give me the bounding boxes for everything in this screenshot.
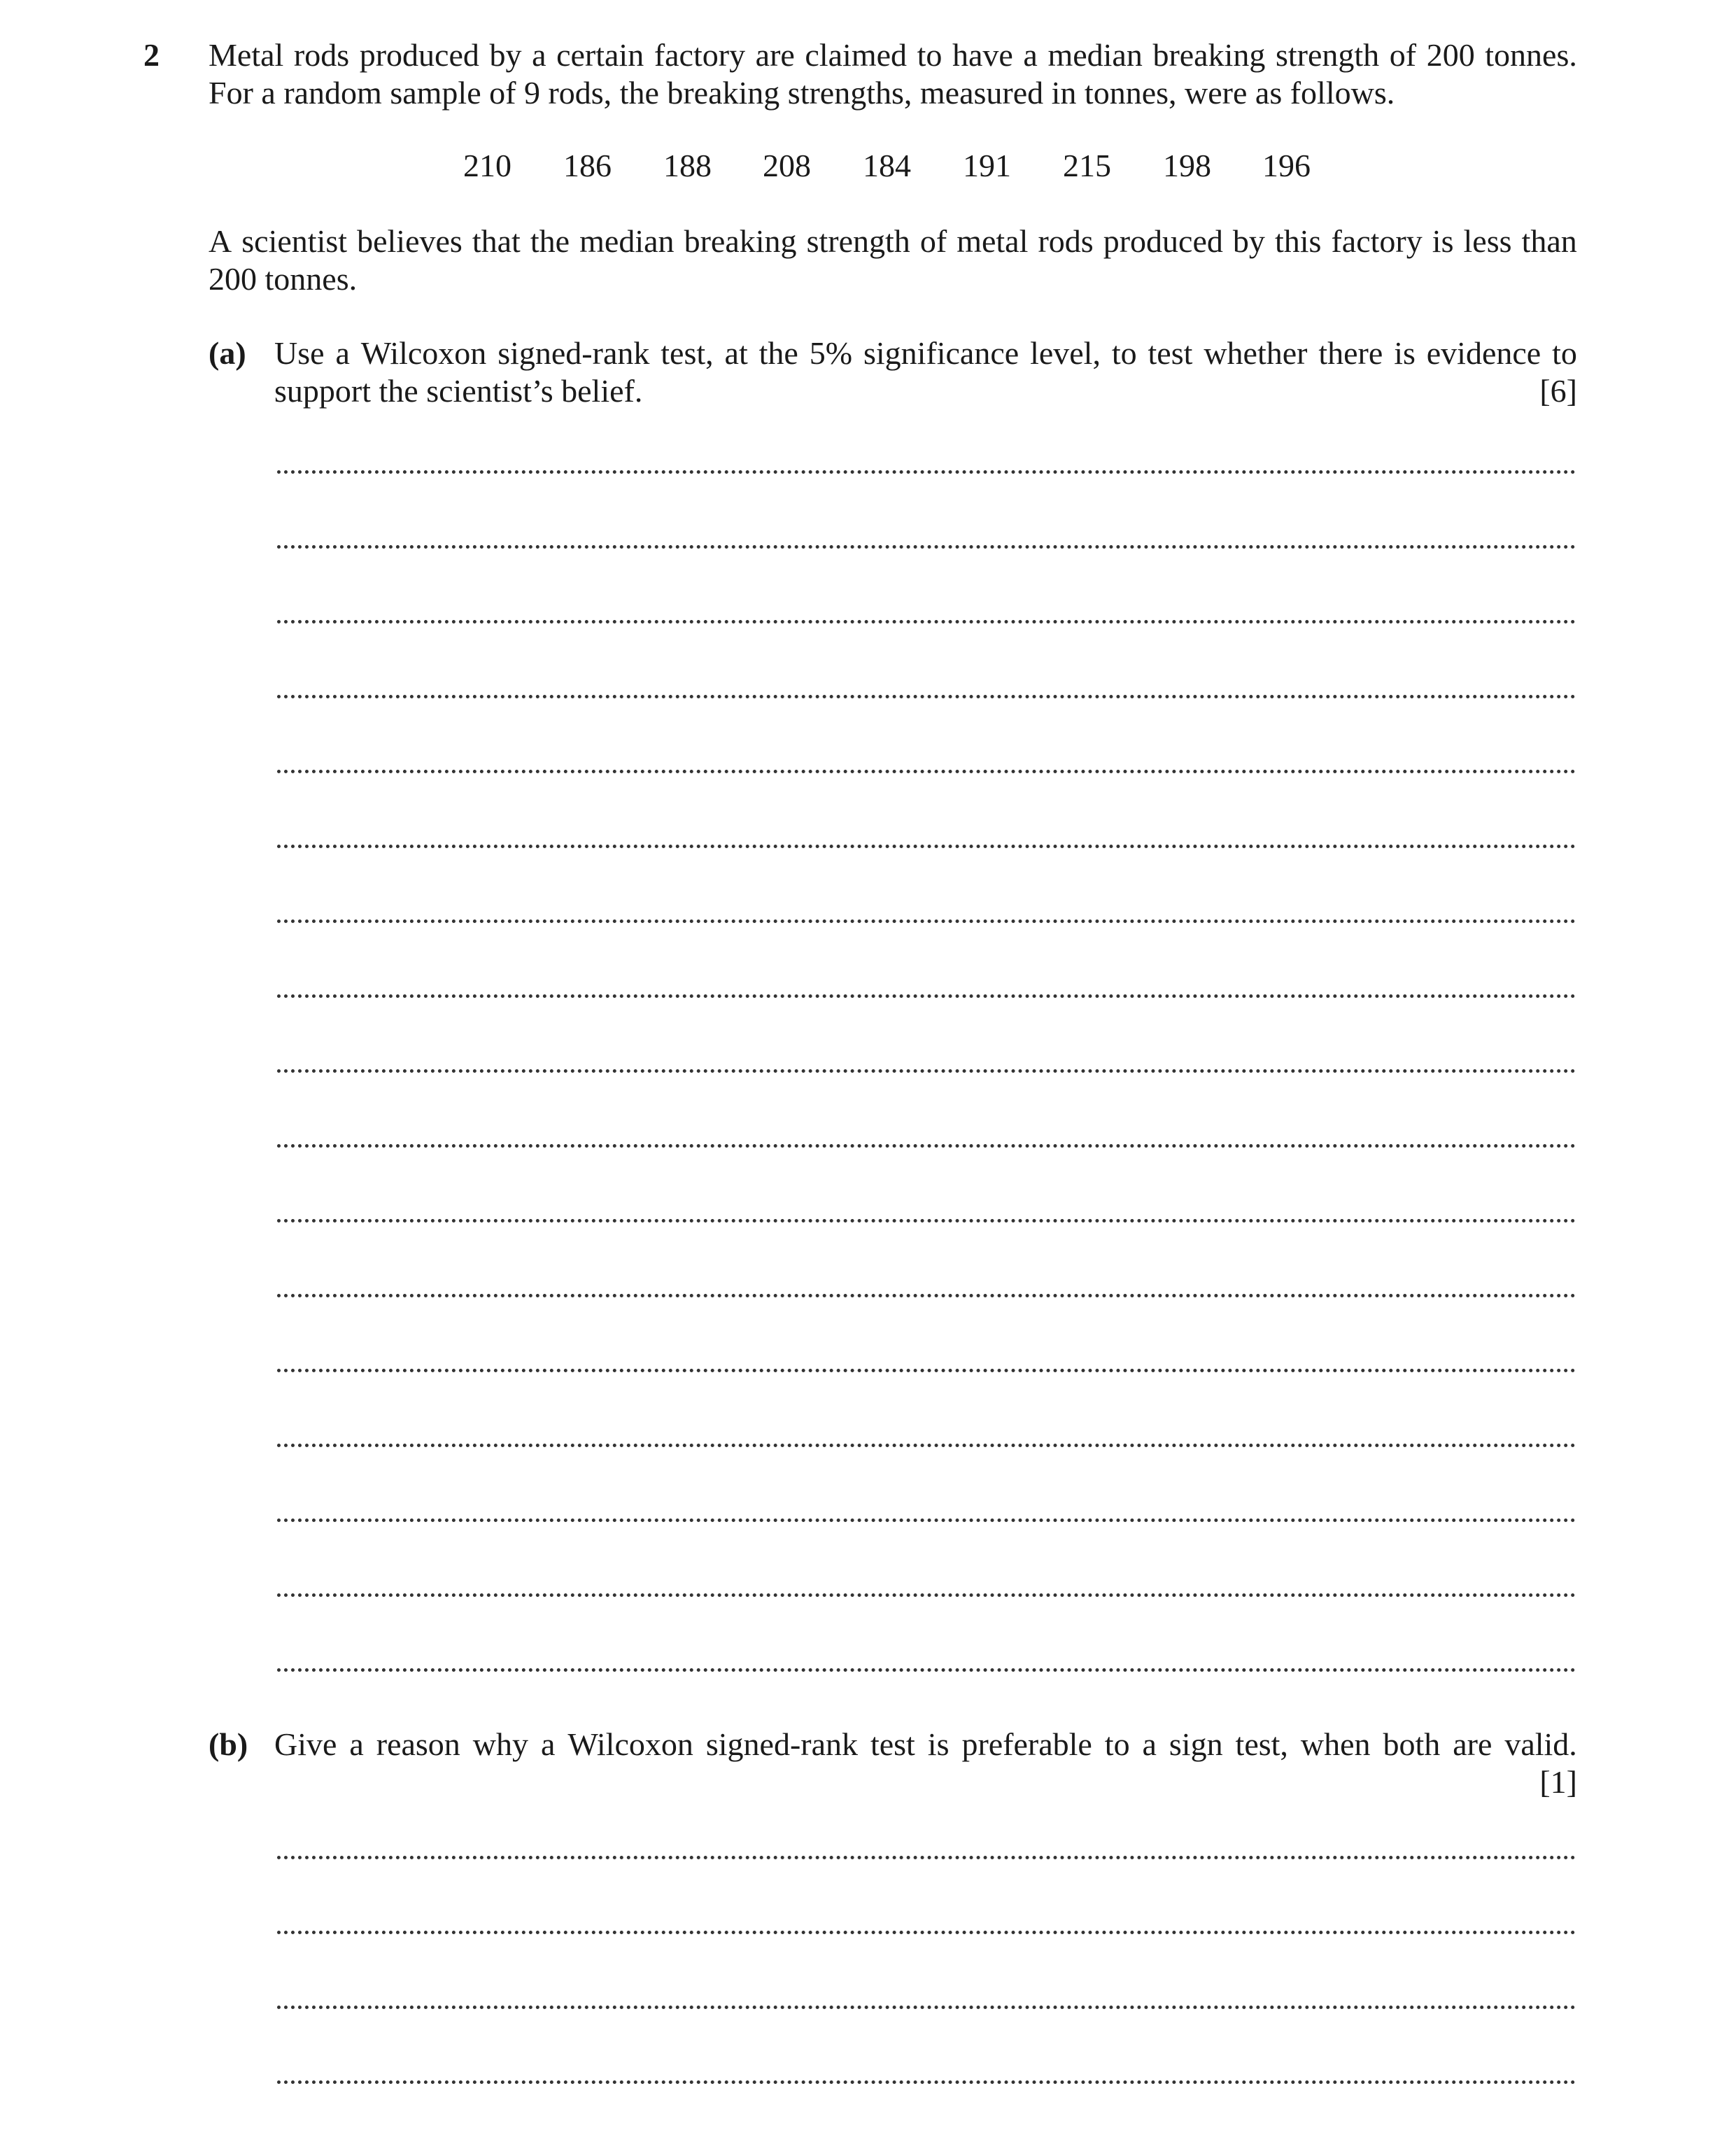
data-value: 186 bbox=[563, 148, 612, 183]
answer-line[interactable] bbox=[277, 1144, 1576, 1148]
answer-line[interactable] bbox=[277, 620, 1576, 623]
answer-line[interactable] bbox=[277, 470, 1576, 474]
answer-line[interactable] bbox=[277, 1668, 1576, 1672]
answer-line[interactable] bbox=[277, 1519, 1576, 1522]
answer-line[interactable] bbox=[277, 1369, 1576, 1372]
data-value: 210 bbox=[463, 148, 511, 183]
part-b-label: (b) bbox=[209, 1726, 248, 1762]
data-value: 191 bbox=[963, 148, 1011, 183]
part-a-marks: [6] bbox=[1539, 373, 1577, 409]
answer-line[interactable] bbox=[277, 1444, 1576, 1447]
part-a-label: (a) bbox=[209, 335, 246, 371]
answer-line[interactable] bbox=[277, 1294, 1576, 1297]
answer-line[interactable] bbox=[277, 1931, 1576, 1934]
part-b-marks: [1] bbox=[1539, 1764, 1577, 1800]
part-a-line-1: Use a Wilcoxon signed-rank test, at the 5% significance level, to test whether there is evidence to bbox=[274, 335, 1577, 371]
data-value: 196 bbox=[1262, 148, 1311, 183]
answer-line[interactable] bbox=[277, 994, 1576, 998]
part-a-line-2: support the scientist’s belief. bbox=[274, 373, 643, 409]
answer-line[interactable] bbox=[277, 2006, 1576, 2009]
answer-line[interactable] bbox=[277, 695, 1576, 698]
data-value: 208 bbox=[763, 148, 811, 183]
intro-line-1: Metal rods produced by a certain factory are claimed to have a median breaking strength of 200 tonnes. bbox=[209, 37, 1577, 73]
data-value: 188 bbox=[663, 148, 712, 183]
answer-line[interactable] bbox=[277, 545, 1576, 549]
data-value: 215 bbox=[1063, 148, 1111, 183]
data-value: 198 bbox=[1163, 148, 1211, 183]
part-a-question bbox=[274, 334, 1577, 410]
question-number: 2 bbox=[143, 37, 160, 73]
answer-line[interactable] bbox=[277, 1593, 1576, 1597]
answer-line[interactable] bbox=[277, 1069, 1576, 1073]
intro-line-2: For a random sample of 9 rods, the breaking strengths, measured in tonnes, were as follows. bbox=[209, 75, 1395, 111]
part-b-line-1: Give a reason why a Wilcoxon signed-rank test is preferable to a sign test, when both are valid. bbox=[274, 1726, 1577, 1762]
belief-line-2: 200 tonnes. bbox=[209, 261, 358, 297]
answer-line[interactable] bbox=[277, 920, 1576, 923]
answer-line[interactable] bbox=[277, 1856, 1576, 1859]
question-intro bbox=[209, 36, 1577, 112]
data-value: 184 bbox=[863, 148, 911, 183]
answer-line[interactable] bbox=[277, 1219, 1576, 1223]
part-b-question bbox=[274, 1726, 1577, 1763]
answer-line[interactable] bbox=[277, 845, 1576, 848]
scientist-belief bbox=[209, 223, 1577, 298]
belief-line-1: A scientist believes that the median breaking strength of metal rods produced by this factory is less than bbox=[209, 223, 1577, 259]
answer-line[interactable] bbox=[277, 770, 1576, 773]
answer-line[interactable] bbox=[277, 2080, 1576, 2084]
